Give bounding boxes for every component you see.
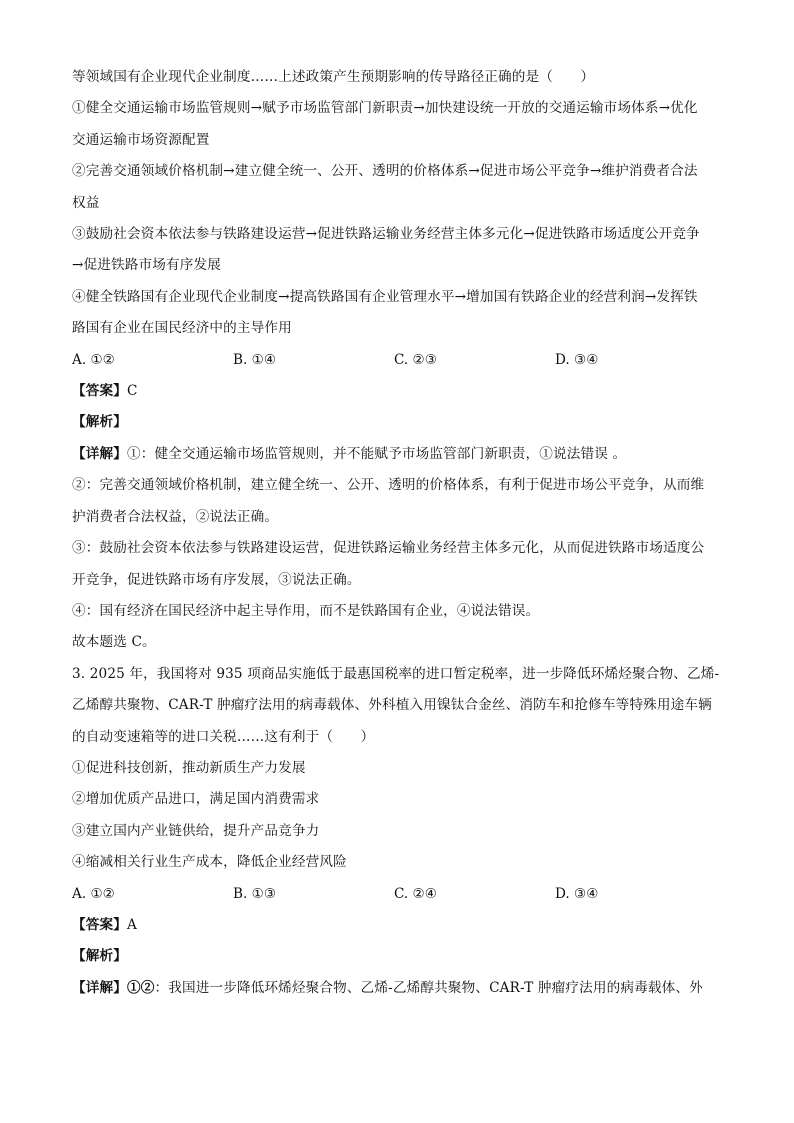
document-page bbox=[72, 62, 722, 1004]
statement-1-line-2: 交通运输市场资源配置 bbox=[72, 131, 210, 148]
q3-detail-bold: ①② bbox=[126, 979, 155, 996]
q3-detail-tag: 【详解】 bbox=[72, 979, 127, 996]
q3-stem-line-3: 的自动变速箱等的进口关税……这有利于（ ） bbox=[72, 728, 375, 745]
q3-statement-3: ③建立国内产业链供给，提升产品竞争力 bbox=[72, 822, 320, 839]
question-stem: 等领域国有企业现代企业制度……上述政策产生预期影响的传导路径正确的是（ ） bbox=[72, 69, 595, 85]
q3-statement-2: ②增加优质产品进口，满足国内消费需求 bbox=[72, 791, 320, 808]
statement-3-line-1: ③鼓励社会资本依法参与铁路建设运营→促进铁路运输业务经营主体多元化→促进铁路市场适度公开竞争 bbox=[72, 226, 700, 243]
detail-line-6: ④：国有经济在国民经济中起主导作用，而不是铁路国有企业，④说法错误。 bbox=[72, 602, 540, 619]
q3-option-d: D. ③④ bbox=[555, 885, 599, 902]
q3-option-c: C. ②④ bbox=[394, 885, 437, 902]
answer-line bbox=[72, 376, 722, 407]
detail-tag: 【详解】 bbox=[72, 445, 127, 462]
statement-1-line-1: ①健全交通运输市场监管规则→赋予市场监管部门新职责→加快建设统一开放的交通运输市场体系→优化 bbox=[72, 100, 698, 117]
q3-stem-line-2: 乙烯醇共聚物、CAR-T 肿瘤疗法用的病毒载体、外科植入用镍钛合金丝、消防车和抢修车等特殊用途车辆 bbox=[72, 697, 712, 714]
answer-value: C bbox=[126, 383, 138, 400]
q3-stem-line-1: 3. 2025 年，我国将对 935 项商品实施低于最惠国税率的进口暂定税率，进一步降低环烯烃聚合物、乙烯- bbox=[72, 665, 720, 682]
answer-options bbox=[72, 345, 722, 376]
q3-statement-4: ④缩减相关行业生产成本，降低企业经营风险 bbox=[72, 854, 347, 871]
q3-answer-value: A bbox=[126, 916, 137, 933]
detail-line-2: ②：完善交通领域价格机制，建立健全统一、公开、透明的价格体系，有利于促进市场公平竞争，从而维 bbox=[72, 477, 705, 494]
q3-answer-options bbox=[72, 879, 722, 910]
analysis-tag: 【解析】 bbox=[72, 414, 127, 431]
detail-line-5: 开竞争，促进铁路市场有序发展，③说法正确。 bbox=[72, 571, 361, 588]
option-c: C. ②③ bbox=[394, 351, 437, 368]
q3-answer-line bbox=[72, 910, 722, 941]
q3-answer-tag: 【答案】 bbox=[72, 916, 127, 933]
q3-option-a: A. ①② bbox=[72, 885, 115, 902]
option-a: A. ①② bbox=[72, 351, 115, 368]
q3-option-b: B. ①③ bbox=[233, 885, 277, 902]
conclusion-line: 故本题选 C。 bbox=[72, 634, 156, 651]
answer-tag: 【答案】 bbox=[72, 383, 127, 400]
statement-2-line-1: ②完善交通领域价格机制→建立健全统一、公开、透明的价格体系→促进市场公平竞争→维护消费者合法 bbox=[72, 163, 698, 180]
q3-detail-line-1 bbox=[72, 973, 722, 1004]
statement-4-line-1: ④健全铁路国有企业现代企业制度→提高铁路国有企业管理水平→增加国有铁路企业的经营利润→发挥铁 bbox=[72, 288, 698, 305]
statement-2-line-2: 权益 bbox=[72, 194, 100, 211]
detail-line-1 bbox=[72, 439, 722, 470]
q3-analysis-tag: 【解析】 bbox=[72, 948, 127, 965]
option-d: D. ③④ bbox=[555, 351, 599, 368]
detail-text: ①：健全交通运输市场监管规则，并不能赋予市场监管部门新职责，①说法错误 。 bbox=[126, 445, 627, 462]
q3-detail-text: ：我国进一步降低环烯烃聚合物、乙烯-乙烯醇共聚物、CAR-T 肿瘤疗法用的病毒载体、外 bbox=[154, 979, 703, 996]
q3-statement-1: ①促进科技创新，推动新质生产力发展 bbox=[72, 759, 306, 776]
detail-line-3: 护消费者合法权益，②说法正确。 bbox=[72, 508, 279, 525]
statement-4-line-2: 路国有企业在国民经济中的主导作用 bbox=[72, 320, 292, 337]
option-b: B. ①④ bbox=[233, 351, 277, 368]
detail-line-4: ③：鼓励社会资本依法参与铁路建设运营，促进铁路运输业务经营主体多元化，从而促进铁路市场适度公 bbox=[72, 540, 705, 557]
statement-3-line-2: →促进铁路市场有序发展 bbox=[72, 257, 221, 274]
